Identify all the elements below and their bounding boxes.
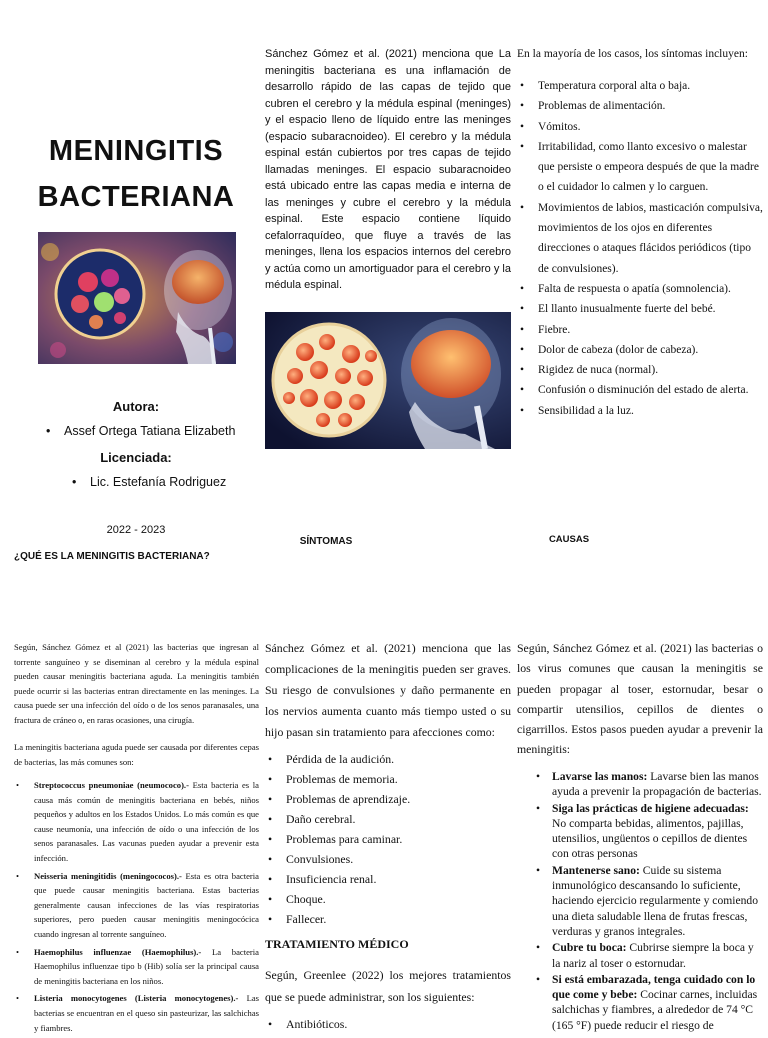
symptom-item: • Rigidez de nuca (normal). — [538, 360, 764, 380]
meningitis-illustration — [265, 312, 511, 449]
complication-item: • Convulsiones. — [286, 849, 510, 869]
treatment-paragraph: Según, Greenlee (2022) los mejores tratamientos que se puede administrar, son los siguientes: — [265, 968, 511, 1004]
complications-paragraph: Sánchez Gómez et al. (2021) menciona que las complicaciones de la meningitis pueden ser graves. Su riesgo de convulsiones y daño permanente en los nervios aumenta cuanto más tiempo usted o su hijo pasan sin tratamiento para afecciones como: — [265, 641, 511, 739]
complication-item: • Problemas de memoria. — [286, 769, 510, 789]
bacteria-name: Streptococcus pneumoniae (neumococo).- — [34, 780, 189, 790]
causas-heading: CAUSAS — [548, 534, 590, 545]
causes-paragraph: Según, Sánchez Gómez et al (2021) las bacterias que ingresan al torrente sanguíneo y se diseminan al cerebro y la médula espinal pueden causar meningitis bacteriana aguda. La meningitis también puede ocurrir si las bacterias entran directamente en las meninges. La causa puede ser una infección del oído o de los senos paranasales, una fractura de cráneo o, en raras ocasiones, una cirugía. — [14, 642, 259, 725]
symptom-item: • Vómitos. — [538, 117, 764, 137]
symptom-item: • Dolor de cabeza (dolor de cabeza). — [538, 340, 764, 360]
prevention-title: Si está embarazada, tenga cuidado con lo que come y bebe: — [552, 972, 756, 1002]
complications-list — [286, 749, 510, 929]
prevention-item — [552, 801, 764, 862]
prevention-list — [552, 769, 764, 1034]
symptom-item: • Falta de respuesta o apatía (somnolencia). — [538, 279, 764, 299]
complication-item: • Choque. — [286, 889, 510, 909]
complication-item: • Fallecer. — [286, 909, 510, 929]
symptom-item: • Temperatura corporal alta o baja. — [538, 76, 764, 96]
treatment-heading: TRATAMIENTO MÉDICO — [265, 937, 409, 951]
symptom-item: • Irritabilidad, como llanto excesivo o malestar que persiste o empeora después de que la madre o el cuidador lo calmen y lo carguen. — [538, 137, 764, 198]
symptom-item: • Fiebre. — [538, 320, 764, 340]
prevention-text: No comparta bebidas, alimentos, pajillas, utensilios, ungüentos o cepillos de dientes con otras personas — [552, 816, 748, 861]
meningitis-image — [265, 312, 511, 449]
bacteria-name: Haemophilus influenzae (Haemophilus).- — [34, 946, 202, 957]
symptoms-list — [538, 76, 764, 421]
symptom-item: • Movimientos de labios, masticación compulsiva, movimientos de los ojos en diferentes direcciones o ataques flácidos periódicos (tipo de convulsiones). — [538, 198, 764, 279]
complication-item: • Pérdida de la audición. — [286, 749, 510, 769]
complication-item: • Problemas para caminar. — [286, 829, 510, 849]
prevention-item — [552, 769, 764, 800]
treatment-list — [286, 1014, 510, 1034]
bacteria-text: Las bacterias se encuentran en el queso sin pasteurizar, las salchichas y fiambres. — [34, 993, 259, 1033]
bacteria-brain-illustration — [38, 232, 236, 364]
symptom-item: • Problemas de alimentación. — [538, 96, 764, 116]
prevention-paragraph: Según, Sánchez Gómez et al. (2021) las bacterias o los virus comunes que causan la meningitis se pueden propagar al toser, estornudar, besar o compartir utensilios, cepillos de dientes o cigarrillos. Estos pasos pueden ayudar a prevenir la meningitis: — [517, 641, 763, 757]
bacteria-item — [34, 945, 259, 989]
licenciada-heading: Licenciada: — [100, 450, 172, 465]
prevention-title: Lavarse las manos: — [552, 770, 648, 783]
author-heading: Autora: — [112, 399, 160, 414]
licenciada-item: • Lic. Estefanía Rodriguez — [90, 475, 260, 489]
what-is-heading: ¿QUÉ ES LA MENINGITIS BACTERIANA? — [14, 551, 210, 562]
bacteria-name: Neisseria meningitidis (meningococos).- — [34, 870, 182, 881]
symptom-item: • El llanto inusualmente fuerte del bebé. — [538, 299, 764, 319]
title-line-2: BACTERIANA — [37, 181, 235, 213]
symptom-item: • Confusión o disminución del estado de alerta. — [538, 380, 764, 400]
prevention-text: Cocinar carnes, incluidas salchichas y fiambres, a alrededor de 74 °C (165 °F) puede reducir el riesgo de — [552, 988, 758, 1032]
sintomas-heading: SÍNTOMAS — [299, 536, 353, 547]
prevention-title: Cubre tu boca: — [552, 941, 627, 955]
complication-item: • Insuficiencia renal. — [286, 869, 510, 889]
academic-year: 2022 - 2023 — [106, 524, 166, 536]
author-list — [64, 424, 264, 438]
prevention-text: Cuide su sistema inmunológico descansando lo suficiente, haciendo ejercicio regularmente y comiendo una dieta saludable llena de frutas frescas, verduras y granos integrales. — [552, 863, 759, 938]
prevention-title: Siga las prácticas de higiene adecuadas: — [552, 801, 749, 815]
symptom-item: • Sensibilidad a la luz. — [538, 401, 764, 421]
bacteria-name: Listeria monocytogenes (Listeria monocytogenes).- — [34, 993, 239, 1004]
bacteria-item — [34, 869, 259, 942]
document-title — [20, 128, 252, 220]
prevention-text: Lavarse bien las manos ayuda a prevenir la propagación de bacterias. — [552, 770, 762, 799]
title-line-1: MENINGITIS — [48, 135, 224, 167]
author-item: • Assef Ortega Tatiana Elizabeth — [64, 424, 264, 438]
prevention-text: Cubrirse siempre la boca y la nariz al toser o estornudar. — [552, 941, 754, 970]
complication-item: • Problemas de aprendizaje. — [286, 789, 510, 809]
bacteria-text: Esta es otra bacteria que puede causar meningitis bacteriana. Estas bacterias generalmente causan infecciones de las vías respiratorias superiores, pero pueden causar meningitis meningocócica cuando ingresan al torrente sanguíneo. — [34, 870, 259, 939]
bacteria-text: Esta bacteria es la causa más común de meningitis bacteriana en bebés, niños pequeños y adultos en los Estados Unidos. Lo más común es que cause neumonía, una infección de oído o una infección de los senos paranasales. Las vacunas pueden ayudar a prevenir esta infección. — [34, 780, 259, 863]
prevention-item — [552, 940, 764, 971]
prevention-item — [552, 863, 764, 939]
treatment-item: • Antibióticos. — [286, 1014, 510, 1034]
bacteria-text: La bacteria Haemophilus influenzae tipo b (Hib) solía ser la principal causa de meningitis bacteriana en los niños. — [34, 946, 259, 986]
intro-paragraph: Sánchez Gómez et al. (2021) menciona que La meningitis bacteriana es una inflamación de desarrollo rápido de las capas de tejido que cubren el cerebro y la médula espinal (meninges) y el espacio lleno de líquido entre las meninges (espacio subaracnoideo). El cerebro y la médula espinal están cubiertos por tres capas de tejido llamadas meninges. El espacio subaracnoideo está ubicado entre las capas media e interna de las meninges y cubre el cerebro y la médula espinal. Este espacio contiene líquido cefalorraquídeo, que fluye a través de las meninges, llena los espacios internos del cerebro y actúa como un amortiguador para el cerebro y la médula espinal. — [265, 48, 511, 291]
complication-item: • Daño cerebral. — [286, 809, 510, 829]
bacteria-brain-image — [38, 232, 236, 364]
symptoms-intro: En la mayoría de los casos, los síntomas incluyen: — [517, 48, 748, 60]
bacteria-list — [34, 778, 259, 1038]
bacteria-item — [34, 778, 259, 866]
licenciada-list — [90, 475, 260, 489]
bacteria-item — [34, 991, 259, 1035]
strains-paragraph: La meningitis bacteriana aguda puede ser causada por diferentes cepas de bacterias, las más comunes son: — [14, 742, 259, 767]
prevention-title: Mantenerse sano: — [552, 863, 640, 877]
